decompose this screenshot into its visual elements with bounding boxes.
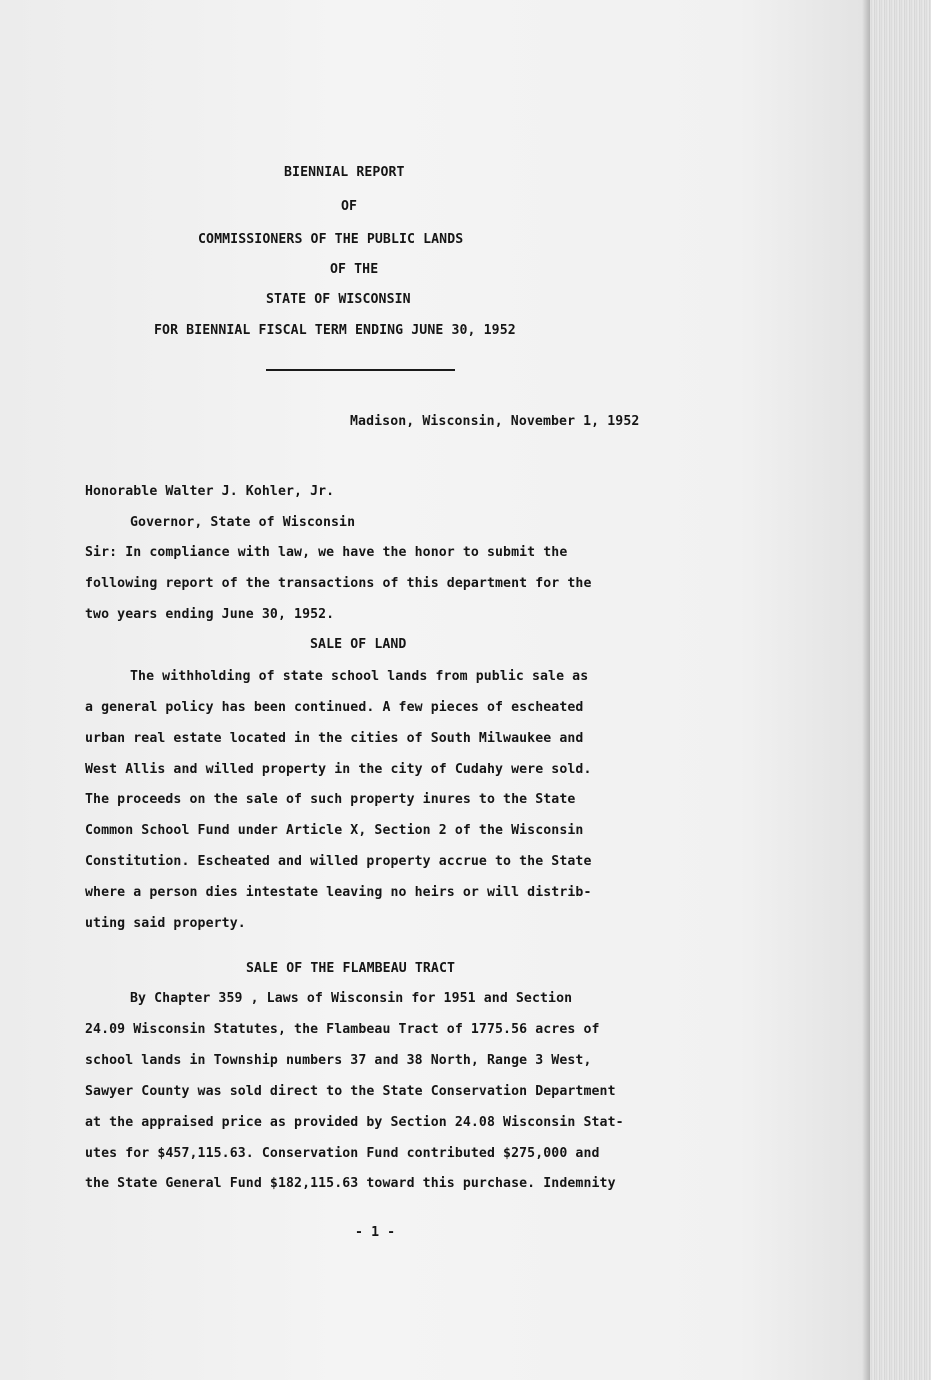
title-of-the: OF THE [330,262,379,277]
body-line: the State General Fund $182,115.63 toward this purchase. Indemnity [85,1176,616,1191]
intro-line: two years ending June 30, 1952. [85,607,335,622]
title-commissioners: COMMISSIONERS OF THE PUBLIC LANDS [198,232,464,247]
body-line: Constitution. Escheated and willed property accrue to the State [85,854,592,869]
body-line: utes for $457,115.63. Conservation Fund contributed $275,000 and [85,1146,600,1161]
body-line: where a person dies intestate leaving no heirs or will distrib- [85,885,592,900]
report-title: BIENNIAL REPORT [284,165,405,180]
body-line: uting said property. [85,916,246,931]
body-line: The withholding of state school lands from public sale as [130,669,589,684]
body-line: at the appraised price as provided by Section 24.08 Wisconsin Stat- [85,1115,624,1130]
intro-line: Sir: In compliance with law, we have the honor to submit the [85,545,568,560]
body-line: school lands in Township numbers 37 and 38 North, Range 3 West, [85,1053,592,1068]
body-line: a general policy has been continued. A few pieces of escheated [85,700,584,715]
addressee: Honorable Walter J. Kohler, Jr. [85,484,335,499]
body-line: 24.09 Wisconsin Statutes, the Flambeau Tract of 1775.56 acres of [85,1022,600,1037]
body-line: The proceeds on the sale of such property inures to the State [85,792,576,807]
title-rule [266,369,455,371]
title-fiscal-term: FOR BIENNIAL FISCAL TERM ENDING JUNE 30, 1952 [154,323,516,338]
title-of: OF [341,199,358,214]
body-line: Sawyer County was sold direct to the State Conservation Department [85,1084,616,1099]
intro-line: following report of the transactions of this department for the [85,576,592,591]
body-line: Common School Fund under Article X, Section 2 of the Wisconsin [85,823,584,838]
book-page-edges [870,0,931,1380]
title-state: STATE OF WISCONSIN [266,292,411,307]
section-heading-sale-of-land: SALE OF LAND [310,637,407,652]
addressee-title: Governor, State of Wisconsin [130,515,356,530]
section-heading-flambeau-tract: SALE OF THE FLAMBEAU TRACT [246,961,456,976]
body-line: urban real estate located in the cities of South Milwaukee and [85,731,584,746]
dateline: Madison, Wisconsin, November 1, 1952 [350,414,640,429]
body-line: West Allis and willed property in the city of Cudahy were sold. [85,762,592,777]
page-number: - 1 - [355,1225,396,1240]
body-line: By Chapter 359 , Laws of Wisconsin for 1951 and Section [130,991,573,1006]
